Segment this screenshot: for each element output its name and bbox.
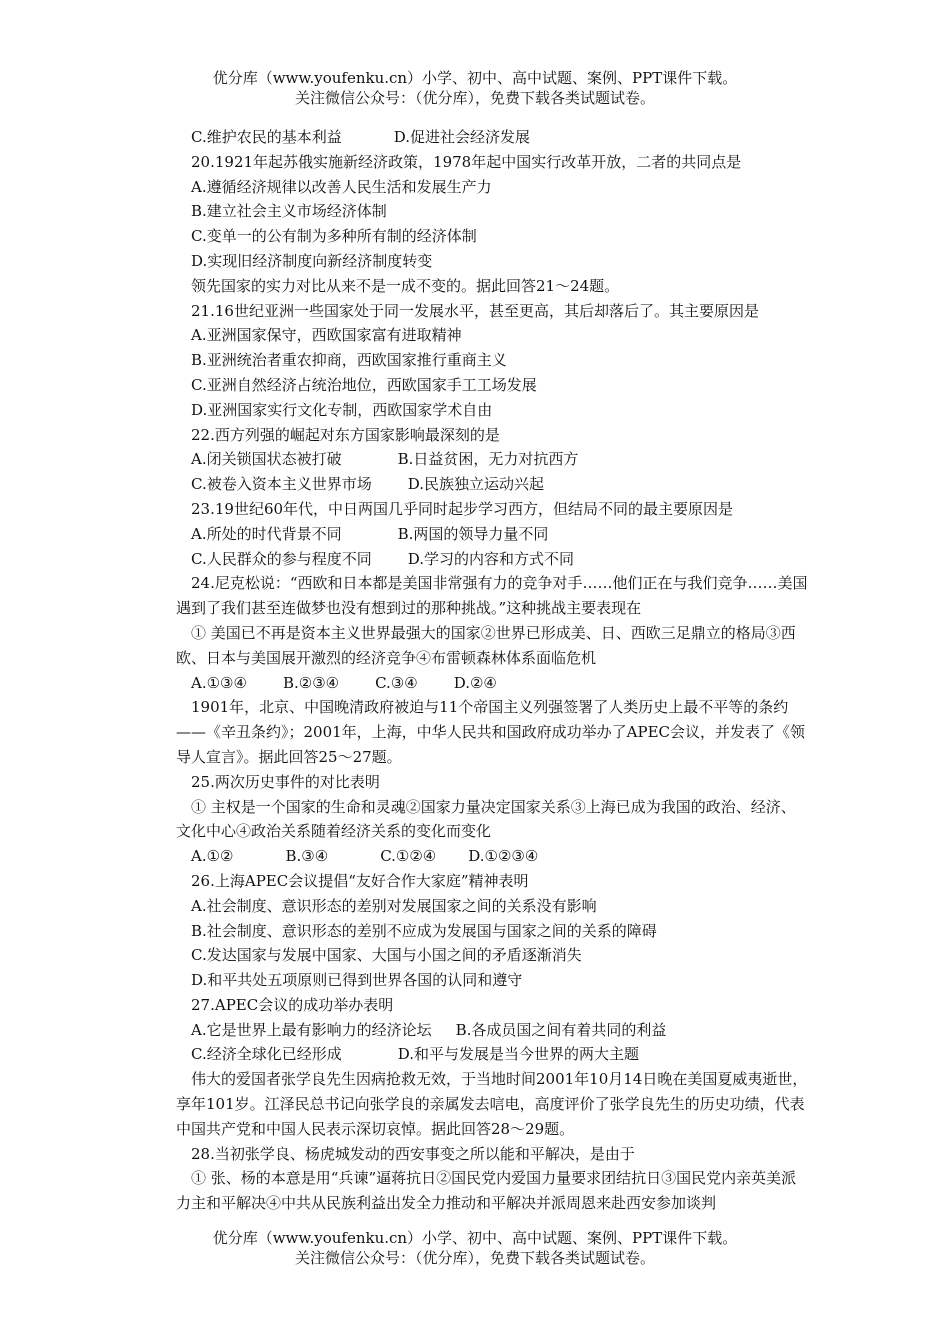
q22-option-b: B.日益贫困，无力对抗西方 — [397, 450, 579, 469]
q21-stem: 21.16世纪亚洲一些国家处于同一发展水平，甚至更高，其后却落后了。其主要原因是 — [191, 301, 759, 320]
q27-options-ab — [176, 1018, 808, 1043]
intro-21-24: 领先国家的实力对比从来不是一成不变的。据此回答21～24题。 — [191, 276, 620, 295]
q22-option-d: D.民族独立运动兴起 — [407, 475, 544, 494]
q23-option-c: C.人民群众的参与程度不同 — [191, 549, 372, 568]
q24-option-a: A.①③④ — [191, 673, 247, 692]
q27-option-b: B.各成员国之间有着共同的利益 — [455, 1020, 667, 1039]
q27-option-d: D.和平与发展是当今世界的两大主题 — [397, 1045, 639, 1064]
q21-option-a: A.亚洲国家保守，西欧国家富有进取精神 — [191, 326, 462, 345]
q22-option-a: A.闭关锁国状态被打破 — [191, 450, 342, 469]
q23-stem: 23.19世纪60年代，中日两国几乎同时起步学习西方，但结局不同的最主要原因是 — [191, 499, 734, 518]
q26-option-b: B.社会制度、意识形态的差别不应成为发展国与国家之间的关系的障碍 — [191, 921, 657, 940]
q23-option-a: A.所处的时代背景不同 — [191, 524, 342, 543]
q24-stem: 24.尼克松说：“西欧和日本都是美国非常强有力的竞争对手……他们正在与我们竞争……美国遇到了我们甚至连做梦也没有想到过的那种挑战。”这种挑战主要表现在 — [176, 574, 808, 618]
q26-option-a: A.社会制度、意识形态的差别对发展国家之间的关系没有影响 — [191, 896, 597, 915]
page-header — [0, 68, 950, 108]
q23-option-b: B.两国的领导力量不同 — [397, 524, 549, 543]
q20-option-d: D.实现旧经济制度向新经济制度转变 — [191, 251, 433, 270]
q25-option-a: A.①② — [191, 847, 234, 866]
q25-items: ① 主权是一个国家的生命和灵魂②国家力量决定国家关系③上海已成为我国的政治、经济、文化中心④政治关系随着经济关系的变化而变化 — [176, 797, 796, 841]
q27-option-c: C.经济全球化已经形成 — [191, 1045, 342, 1064]
q24-option-d: D.②④ — [453, 673, 497, 692]
q26-stem: 26.上海APEC会议提倡“友好合作大家庭”精神表明 — [191, 871, 529, 890]
q25-stem: 25.两次历史事件的对比表明 — [191, 772, 380, 791]
q19-option-c: C.维护农民的基本利益 — [191, 128, 342, 146]
header-line-1: 优分库（www.youfenku.cn）小学、初中、高中试题、案例、PPT课件下载。 — [212, 69, 738, 87]
q27-stem: 27.APEC会议的成功举办表明 — [191, 995, 394, 1014]
q27-option-a: A.它是世界上最有影响力的经济论坛 — [191, 1020, 432, 1039]
q19-options-cd — [176, 125, 808, 150]
q24-options — [176, 671, 808, 696]
q19-option-d: D.促进社会经济发展 — [393, 128, 530, 146]
q23-options-cd — [176, 547, 808, 572]
q26-option-d: D.和平共处五项原则已得到世界各国的认同和遵守 — [191, 971, 523, 990]
q20-stem: 20.1921年起苏俄实施新经济政策，1978年起中国实行改革开放，二者的共同点是 — [191, 152, 742, 171]
q25-option-c: C.①②④ — [380, 847, 437, 866]
q20-option-c: C.变单一的公有制为多种所有制的经济体制 — [191, 227, 477, 246]
page-footer — [0, 1228, 950, 1268]
footer-line-1: 优分库（www.youfenku.cn）小学、初中、高中试题、案例、PPT课件下载。 — [212, 1229, 738, 1247]
q26-option-c: C.发达国家与发展中国家、大国与小国之间的矛盾逐渐消失 — [191, 946, 582, 965]
q28-items: ① 张、杨的本意是用“兵谏”逼蒋抗日②国民党内爱国力量要求团结抗日③国民党内亲英美派力主和平解决④中共从民族利益出发全力推动和平解决并派周恩来赴西安参加谈判 — [176, 1169, 797, 1213]
q25-options — [176, 844, 808, 869]
q23-option-d: D.学习的内容和方式不同 — [407, 549, 574, 568]
q21-option-b: B.亚洲统治者重农抑商，西欧国家推行重商主义 — [191, 351, 507, 370]
document-body — [176, 125, 808, 1216]
q28-stem: 28.当初张学良、杨虎城发动的西安事变之所以能和平解决，是由于 — [191, 1144, 635, 1163]
header-line-2: 关注微信公众号：（优分库），免费下载各类试题试卷。 — [294, 89, 655, 107]
q22-options-cd — [176, 472, 808, 497]
q21-option-d: D.亚洲国家实行文化专制，西欧国家学术自由 — [191, 400, 493, 419]
q22-stem: 22.西方列强的崛起对东方国家影响最深刻的是 — [191, 425, 500, 444]
q25-option-b: B.③④ — [285, 847, 329, 866]
q21-option-c: C.亚洲自然经济占统治地位，西欧国家手工工场发展 — [191, 375, 537, 394]
q22-options-ab — [176, 447, 808, 472]
q24-option-c: C.③④ — [375, 673, 418, 692]
intro-28-29: 伟大的爱国者张学良先生因病抢救无效，于当地时间2001年10月14日晚在美国夏威夷逝世，享年101岁。江泽民总书记向张学良的亲属发去唁电，高度评价了张学良先生的历史功绩，代表中国共产党和中国人民表示深切哀悼。据此回答28～29题。 — [176, 1070, 808, 1138]
q20-option-b: B.建立社会主义市场经济体制 — [191, 202, 387, 221]
footer-line-2: 关注微信公众号：（优分库），免费下载各类试题试卷。 — [294, 1249, 655, 1267]
q22-option-c: C.被卷入资本主义世界市场 — [191, 475, 372, 494]
intro-25-27: 1901年，北京、中国晚清政府被迫与11个帝国主义列强签署了人类历史上最不平等的条约——《辛丑条约》；2001年，上海，中华人民共和国政府成功举办了APEC会议，并发表了《领导人宣言》。据此回答25～27题。 — [176, 698, 806, 766]
q24-option-b: B.②③④ — [282, 673, 340, 692]
q20-option-a: A.遵循经济规律以改善人民生活和发展生产力 — [191, 177, 492, 196]
q24-items: ① 美国已不再是资本主义世界最强大的国家②世界已形成美、日、西欧三足鼎立的格局③西欧、日本与美国展开激烈的经济竞争④布雷顿森林体系面临危机 — [176, 623, 796, 667]
q23-options-ab — [176, 522, 808, 547]
q27-options-cd — [176, 1042, 808, 1067]
q25-option-d: D.①②③④ — [468, 847, 539, 866]
